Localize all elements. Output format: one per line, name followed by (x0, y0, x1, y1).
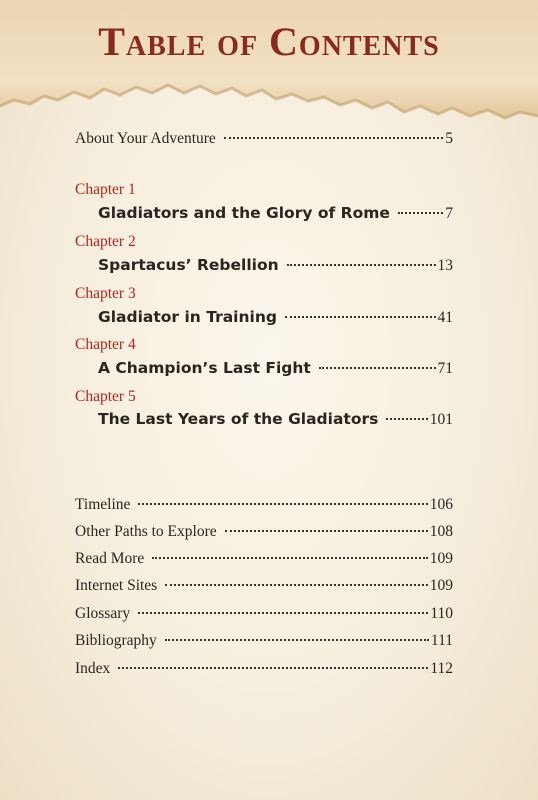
toc-entry-page: 109 (429, 577, 453, 594)
chapter-1-label: Chapter 1 (75, 181, 136, 198)
dot-leader (287, 264, 436, 266)
chapter-4-label: Chapter 4 (75, 336, 136, 353)
toc-entry-bibliography (75, 632, 453, 650)
page-title: Table of Contents (98, 19, 440, 64)
toc-entry-label: About Your Adventure (75, 130, 216, 147)
toc-entry-page: 5 (445, 130, 453, 147)
toc-entry-internet-sites (75, 577, 453, 595)
dot-leader (224, 137, 443, 139)
chapter-title: The Last Years of the Gladiators (98, 410, 379, 428)
dot-leader (138, 503, 427, 505)
toc-entry-other-paths (75, 523, 453, 541)
chapter-5-entry (98, 410, 453, 429)
dot-leader (225, 530, 428, 532)
chapter-page: 71 (437, 360, 453, 377)
dot-leader (165, 584, 428, 586)
chapter-4-entry (98, 359, 453, 378)
toc-entry-label: Timeline (75, 496, 131, 513)
dot-leader (386, 418, 427, 420)
chapter-page: 41 (437, 309, 453, 326)
toc-entry-about (75, 130, 453, 148)
dot-leader (118, 667, 428, 669)
toc-entry-page: 109 (429, 550, 453, 567)
toc-entry-label: Other Paths to Explore (75, 523, 217, 540)
toc-entry-page: 112 (430, 660, 453, 677)
toc-entry-read-more (75, 550, 453, 568)
dot-leader (152, 557, 427, 559)
chapter-page: 7 (445, 205, 453, 222)
chapter-2-entry (98, 256, 453, 275)
toc-entry-label: Read More (75, 550, 145, 567)
toc-entry-page: 111 (430, 632, 453, 649)
chapter-page: 13 (437, 257, 453, 274)
chapter-title: A Champion’s Last Fight (98, 359, 311, 377)
toc-entry-timeline (75, 496, 453, 514)
chapter-3-entry (98, 308, 453, 327)
chapter-5-label: Chapter 5 (75, 388, 136, 405)
dot-leader (165, 639, 429, 641)
toc-entry-page: 108 (429, 523, 453, 540)
toc-entry-label: Bibliography (75, 632, 157, 649)
toc-entry-index (75, 660, 453, 678)
dot-leader (138, 612, 428, 614)
dot-leader (398, 212, 443, 214)
chapter-2-label: Chapter 2 (75, 233, 136, 250)
chapter-page: 101 (429, 411, 453, 428)
dot-leader (319, 367, 436, 369)
toc-entry-label: Internet Sites (75, 577, 158, 594)
toc-entry-page: 106 (429, 496, 453, 513)
chapter-title: Gladiator in Training (98, 308, 277, 326)
toc-entry-label: Index (75, 660, 111, 677)
chapter-title: Gladiators and the Glory of Rome (98, 204, 390, 222)
dot-leader (285, 316, 436, 318)
chapter-1-entry (98, 204, 453, 223)
toc-entry-page: 110 (430, 605, 453, 622)
toc-entry-label: Glossary (75, 605, 131, 622)
chapter-title: Spartacus’ Rebellion (98, 256, 279, 274)
chapter-3-label: Chapter 3 (75, 285, 136, 302)
toc-entry-glossary (75, 605, 453, 623)
